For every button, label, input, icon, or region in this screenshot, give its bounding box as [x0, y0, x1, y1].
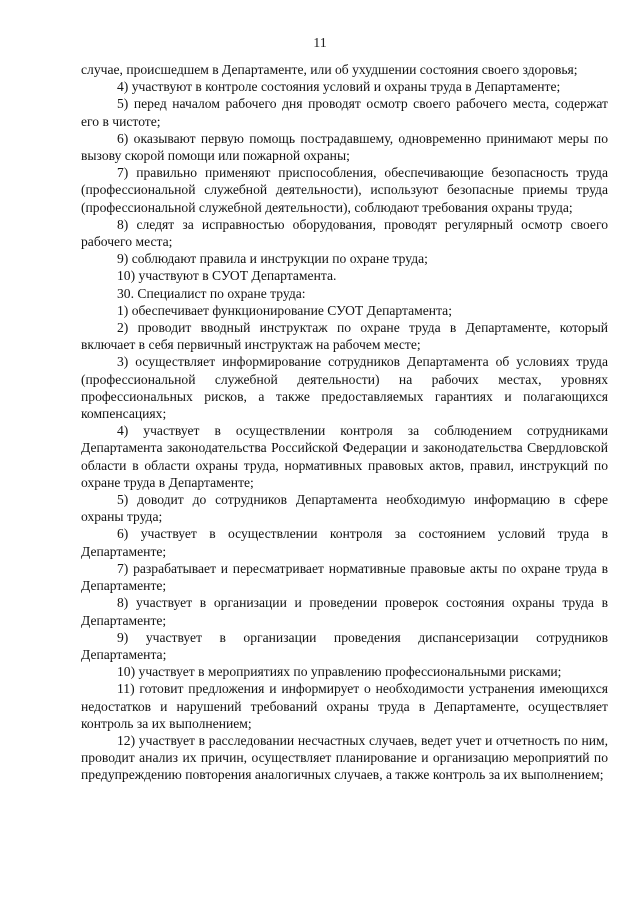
paragraph-continuation: случае, происшедшем в Департаменте, или об ухудшении состояния своего здоровья; — [81, 62, 578, 77]
paragraph-item-9: 9) соблюдают правила и инструкции по охране труда; — [117, 251, 428, 267]
paragraph-30-item-8: 8) участвует в организации и проведении проверок состояния охраны труда в Департаменте; — [81, 595, 608, 628]
paragraph-30-item-5: 5) доводит до сотрудников Департамента необходимую информацию в сфере охраны труда; — [81, 492, 608, 525]
paragraph-30-item-3: 3) осуществляет информирование сотрудников Департамента об условиях труда (профессиональной служебной деятельности) на рабочих местах, уровнях профессиональных рисков, а также предоставляемых гарантиях и полагающихся компенсациях; — [81, 354, 608, 422]
paragraph-30-item-6: 6) участвует в осуществлении контроля за состоянием условий труда в Департаменте; — [81, 526, 608, 559]
paragraph-30-item-12: 12) участвует в расследовании несчастных случаев, ведет учет и отчетность по ним, проводит анализ их причин, осуществляет планирование и организацию мероприятий по предупреждению повторения аналогичных случаев, а также контроль за их выполнением; — [81, 732, 608, 783]
paragraph-30-item-7: 7) разрабатывает и пересматривает нормативные правовые акты по охране труда в Департаменте; — [81, 560, 608, 594]
paragraph-item-4: 4) участвуют в контроле состояния условий и охраны труда в Департаменте; — [117, 79, 561, 95]
section-heading-30: 30. Специалист по охране труда: — [117, 285, 306, 301]
paragraph-item-6: 6) оказывают первую помощь пострадавшему, одновременно принимают меры по вызову скорой помощи или пожарной охраны; — [81, 130, 608, 164]
paragraph-30-item-1: 1) обеспечивает функционирование СУОТ Департамента; — [117, 302, 452, 318]
paragraph-item-7: 7) правильно применяют приспособления, обеспечивающие безопасность труда (профессиональной служебной деятельности), используют безопасные приемы труда (профессиональной служебной деятельности), соблюдают требования охраны труда; — [81, 165, 608, 215]
paragraph-30-item-11: 11) готовит предложения и информирует о необходимости устранения имеющихся недостатков и нарушений требований охраны труда в Департаменте, осуществляет контроль за их выполнением; — [81, 681, 608, 731]
paragraph-30-item-2: 2) проводит вводный инструктаж по охране труда в Департаменте, который включает в себя первичный инструктаж на рабочем месте; — [81, 320, 608, 353]
paragraph-30-item-10: 10) участвует в мероприятиях по управлению профессиональными рисками; — [117, 664, 562, 680]
page-number: 11 — [313, 36, 327, 51]
paragraph-item-5: 5) перед началом рабочего дня проводят осмотр своего рабочего места, содержат его в чистоте; — [81, 96, 608, 129]
document-body — [81, 61, 608, 784]
paragraph-30-item-9: 9) участвует в организации проведения диспансеризации сотрудников Департамента; — [81, 629, 608, 662]
paragraph-30-item-4: 4) участвует в осуществлении контроля за соблюдением сотрудниками Департамента законодательства Российской Федерации и законодательства Свердловской области в области охраны труда, нормативных правовых актов, правил, инструкций по охране труда в Департаменте; — [81, 423, 608, 490]
paragraph-item-8: 8) следят за исправностью оборудования, проводят регулярный осмотр своего рабочего места; — [81, 216, 608, 250]
paragraph-item-10: 10) участвуют в СУОТ Департамента. — [117, 268, 337, 284]
